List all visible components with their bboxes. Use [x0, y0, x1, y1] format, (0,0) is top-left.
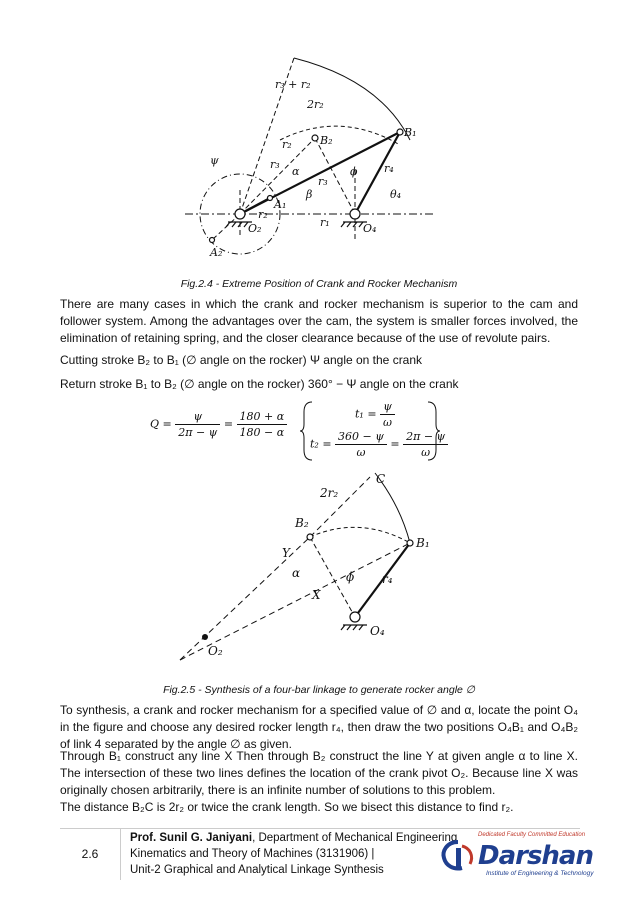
- logo-name: Darshan: [478, 841, 593, 871]
- eq-frac-alpha-num: 180 + α: [237, 410, 288, 425]
- eq-equals-1: =: [223, 417, 234, 431]
- eq-frac-psi: [175, 410, 220, 439]
- paragraph-construct-lines: Through B₁ construct any line X Then through B₂ construct the line Y at given angle α to line X. The intersection of these two lines defines the location of the crank pivot O₂. Because line X was originally chosen arbitrarily, there is an infinite number of solutions to this problem.: [60, 749, 578, 797]
- fig2-label-C: C: [376, 472, 386, 486]
- footer-info: [130, 830, 457, 878]
- label-A2: A₂: [210, 246, 223, 259]
- footer-author: Prof. Sunil G. Janiyani: [130, 832, 253, 844]
- figure-caption-2-5: Fig.2.5 - Synthesis of a four-bar linkage to generate rocker angle ∅: [163, 684, 475, 696]
- logo-subtitle: Institute of Engineering & Technology: [486, 870, 594, 877]
- figure-extreme-position: [170, 40, 470, 270]
- label-r3-lower: r₃: [318, 175, 328, 188]
- eq-t1-num: ψ: [380, 400, 395, 415]
- fig2-label-phi: ϕ: [346, 570, 355, 584]
- figure-synthesis: [160, 465, 460, 665]
- fig2-label-B1: B₁: [416, 536, 430, 550]
- figure-caption-2-4: Fig.2.4 - Extreme Position of Crank and Rocker Mechanism: [180, 278, 458, 290]
- darshan-logo: [438, 828, 594, 880]
- footer-department: , Department of Mechanical Engineering: [252, 832, 458, 844]
- footer-line-3: Unit-2 Graphical and Analytical Linkage Synthesis: [130, 864, 384, 876]
- label-2r2: 2r₂: [307, 98, 324, 111]
- label-O2: O₂: [248, 222, 262, 235]
- paragraph-cutting-stroke: Cutting stroke B₂ to B₁ (∅ angle on the rocker) Ψ angle on the crank: [60, 353, 423, 367]
- fig2-label-2r2: 2r₂: [320, 486, 339, 500]
- logo-tagline: Dedicated Faculty Committed Education: [478, 832, 586, 838]
- eq-equals-2: =: [390, 437, 400, 451]
- fig2-label-B2: B₂: [295, 516, 309, 530]
- page-footer: [60, 828, 594, 880]
- eq-frac-alpha-den: 180 − α: [239, 426, 285, 439]
- paragraph-bisect: The distance B₂C is 2r₂ or twice the crank length. So we bisect this distance to find r₂.: [60, 800, 514, 814]
- label-theta4: θ₄: [390, 188, 402, 201]
- label-A1: A₁: [274, 198, 287, 211]
- footer-line-2: Kinematics and Theory of Machines (3131906) |: [130, 848, 375, 860]
- fig2-label-Y: Y: [282, 546, 290, 560]
- label-r3r2: r₃ + r₂: [275, 78, 311, 91]
- label-O4: O₄: [363, 222, 377, 235]
- paragraph-synthesis-steps: To synthesis, a crank and rocker mechanism for a specified value of ∅ and α, locate the point O₄ in the figure and choose any desired rocker length r₄, then draw the two positions O₄B₁ and O₄B₂ of link 4 separated by the angle ∅ as given.: [60, 703, 578, 751]
- eq-t2b-frac: [403, 430, 448, 459]
- equation-t2: [310, 430, 448, 459]
- darshan-logo-mark-icon: [440, 838, 476, 874]
- label-B1: B₁: [404, 126, 417, 139]
- fig2-label-r4: r₄: [382, 572, 393, 586]
- eq-t2b-num: 2π − ψ: [403, 430, 448, 445]
- fig2-label-X: X: [312, 588, 321, 602]
- eq-frac-psi-num: ψ: [175, 410, 220, 425]
- eq-Q-label: Q =: [150, 417, 172, 431]
- eq-t2-frac: [335, 430, 387, 459]
- label-r4: r₄: [384, 162, 394, 175]
- fig2-label-O2: O₂: [208, 644, 223, 658]
- eq-t1-frac: [380, 400, 395, 429]
- paragraph-return-stroke: Return stroke B₁ to B₂ (∅ angle on the rocker) 360° − Ψ angle on the crank: [60, 377, 459, 391]
- footer-line-1: [130, 830, 457, 846]
- equation-Q: [150, 410, 287, 439]
- label-r3-upper: r₃: [270, 158, 280, 171]
- eq-t2-label: t₂ =: [310, 437, 332, 451]
- page-number: 2.6: [81, 847, 99, 861]
- eq-frac-alpha: [237, 410, 288, 439]
- label-phi: ϕ: [350, 165, 358, 178]
- label-r1: r₁: [320, 216, 330, 229]
- label-r2-lower: r₂: [258, 208, 268, 221]
- paragraph-advantages: There are many cases in which the crank and rocker mechanism is superior to the cam and follower system. Among the advantages over the cam, the system is smaller forces involved, the elimination of retaining spring, and the closer clearance because of the use of revolute pairs.: [60, 297, 578, 345]
- eq-frac-psi-den: 2π − ψ: [178, 426, 218, 439]
- label-psi: ψ: [210, 154, 219, 167]
- fig2-label-O4: O₄: [370, 624, 385, 638]
- fig2-label-alpha: α: [292, 566, 301, 580]
- eq-t1-label: t₁ =: [355, 407, 377, 421]
- eq-t2-den: ω: [356, 446, 366, 459]
- label-beta: β: [306, 188, 313, 201]
- eq-t2-num: 360 − ψ: [335, 430, 387, 445]
- label-alpha: α: [292, 165, 300, 178]
- eq-t1-den: ω: [383, 416, 393, 429]
- label-B2: B₂: [320, 134, 333, 147]
- eq-t2b-den: ω: [421, 446, 431, 459]
- equation-t1: [355, 400, 395, 429]
- label-r2-upper: r₂: [282, 138, 292, 151]
